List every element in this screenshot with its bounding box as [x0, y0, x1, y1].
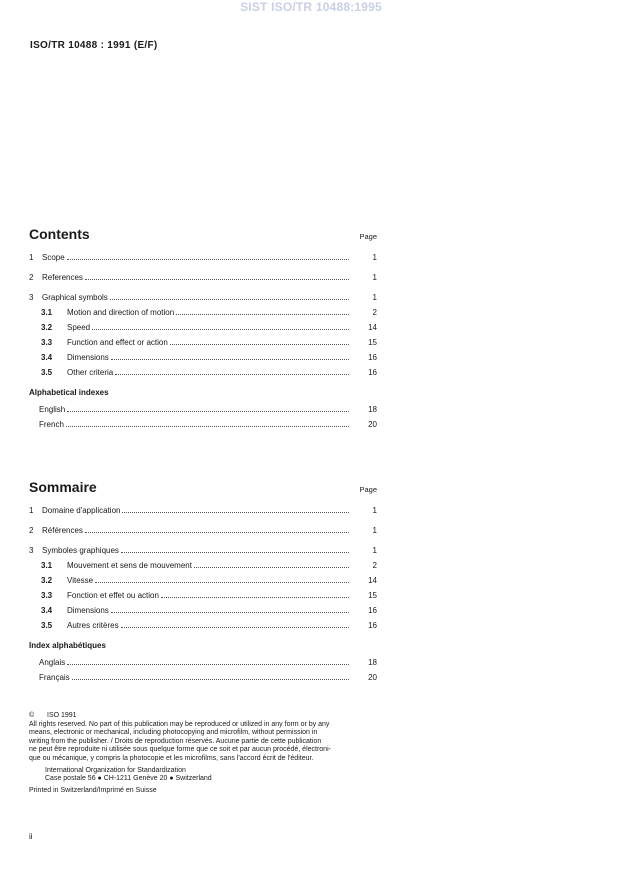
toc-subentry-page: 14 — [368, 576, 377, 585]
toc-entry-page: 1 — [372, 293, 377, 302]
toc-subentry-number: 3.4 — [41, 353, 53, 362]
toc-entry-label: Domaine d'application — [42, 506, 121, 515]
index-entry-label: English — [39, 405, 66, 414]
dot-leader — [72, 679, 349, 680]
toc-subentry-number: 3.3 — [41, 591, 53, 600]
toc-entry-label: Références — [42, 526, 83, 535]
dot-leader — [111, 612, 349, 613]
dot-leader — [115, 374, 349, 375]
index-entry-page: 20 — [368, 673, 377, 682]
dot-leader — [111, 359, 349, 360]
toc-subentry[interactable] — [29, 559, 377, 570]
toc-entry-page: 1 — [372, 546, 377, 555]
contents-section — [29, 226, 377, 429]
dot-leader — [67, 664, 349, 665]
index-entry-page: 18 — [368, 658, 377, 667]
rights-text: means, electronic or mechanical, including photocopying and microfilm, without permission in — [29, 729, 318, 737]
index-entry[interactable] — [29, 418, 377, 429]
toc-subentry-number: 3.1 — [41, 561, 53, 570]
toc-subentry-label: Other criteria — [67, 368, 114, 377]
index-entry-label: French — [39, 420, 64, 429]
toc-subentry-label: Speed — [67, 323, 91, 332]
rights-text: All rights reserved. No part of this publication may be reproduced or utilized in any form or by any — [29, 720, 330, 728]
rights-text: ne peut être reproduite ni utilisée sous quelque forme que ce soit et par aucun procédé, électroni- — [29, 746, 331, 754]
index-entry[interactable] — [29, 671, 377, 682]
toc-subentry-label: Mouvement et sens de mouvement — [67, 561, 192, 570]
toc-entry[interactable] — [29, 544, 377, 555]
toc-entry-label: Graphical symbols — [42, 293, 108, 302]
toc-subentry-page: 14 — [368, 323, 377, 332]
toc-subentry[interactable] — [29, 306, 377, 317]
toc-subentry-label: Fonction et effet ou action — [67, 591, 159, 600]
toc-subentry[interactable] — [29, 366, 377, 377]
toc-subentry-page: 2 — [372, 308, 377, 317]
toc-entry[interactable] — [29, 291, 377, 302]
contents-title: Contents — [29, 226, 90, 242]
toc-subentry-page: 2 — [372, 561, 377, 570]
toc-entry-label: Symboles graphiques — [42, 546, 119, 555]
contents-header — [29, 226, 377, 248]
toc-subentry-label: Function and effect or action — [67, 338, 168, 347]
dot-leader — [95, 582, 349, 583]
toc-entry-number: 2 — [29, 273, 34, 282]
dot-leader — [67, 411, 349, 412]
dot-leader — [110, 299, 349, 300]
index-entry[interactable] — [29, 403, 377, 414]
organization-name: International Organization for Standardization — [45, 766, 186, 774]
sommaire-section — [29, 479, 377, 682]
toc-subentry-number: 3.5 — [41, 368, 53, 377]
toc-subentry-label: Motion and direction of motion — [67, 308, 175, 317]
watermark: SIST ISO/TR 10488:1995 — [240, 0, 382, 14]
rights-text: writing from the publisher. / Droits de reproduction réservés. Aucune partie de cette publication — [29, 737, 322, 745]
sommaire-page-label: Page — [359, 485, 377, 494]
toc-entry[interactable] — [29, 271, 377, 282]
copyright-year: ISO 1991 — [47, 712, 77, 719]
page-number: ii — [29, 832, 33, 841]
toc-subentry-number: 3.5 — [41, 621, 53, 630]
toc-entry-page: 1 — [372, 506, 377, 515]
toc-subentry-label: Autres critères — [67, 621, 119, 630]
toc-subentry-page: 15 — [368, 591, 377, 600]
toc-entry-page: 1 — [372, 253, 377, 262]
document-id: ISO/TR 10488 : 1991 (E/F) — [30, 40, 158, 51]
dot-leader — [92, 329, 349, 330]
toc-entry-label: References — [42, 273, 83, 282]
index-entry-page: 18 — [368, 405, 377, 414]
index-entry-label: Anglais — [39, 658, 66, 667]
toc-subentry-label: Vitesse — [67, 576, 94, 585]
toc-subentry-number: 3.4 — [41, 606, 53, 615]
organization-address: Case postale 56 ● CH-1211 Genève 20 ● Switzerland — [45, 775, 212, 783]
dot-leader — [66, 426, 349, 427]
dot-leader — [121, 552, 349, 553]
copyright-symbol: © — [29, 712, 35, 719]
toc-subentry-page: 16 — [368, 368, 377, 377]
toc-entry[interactable] — [29, 524, 377, 535]
toc-subentry[interactable] — [29, 574, 377, 585]
toc-subentry[interactable] — [29, 589, 377, 600]
toc-entry-number: 3 — [29, 293, 34, 302]
index-heading: Alphabetical indexes — [29, 388, 109, 397]
toc-subentry-page: 16 — [368, 606, 377, 615]
index-entry-page: 20 — [368, 420, 377, 429]
index-heading: Index alphabétiques — [29, 641, 106, 650]
contents-page-label: Page — [359, 232, 377, 241]
copyright-notice — [29, 712, 379, 795]
dot-leader — [85, 279, 349, 280]
sommaire-header — [29, 479, 377, 501]
toc-entry-page: 1 — [372, 526, 377, 535]
rights-text: que ou mécanique, y compris la photocopie et les microfilms, sans l'accord écrit de l'éditeur. — [29, 754, 314, 762]
dot-leader — [122, 512, 349, 513]
dot-leader — [121, 627, 349, 628]
toc-entry-number: 1 — [29, 253, 34, 262]
toc-subentry[interactable] — [29, 604, 377, 615]
dot-leader — [67, 259, 349, 260]
toc-subentry-page: 16 — [368, 621, 377, 630]
toc-entry-number: 2 — [29, 526, 34, 535]
toc-subentry[interactable] — [29, 351, 377, 362]
dot-leader — [170, 344, 349, 345]
toc-subentry[interactable] — [29, 336, 377, 347]
sommaire-title: Sommaire — [29, 479, 97, 495]
toc-subentry-number: 3.3 — [41, 338, 53, 347]
toc-subentry[interactable] — [29, 619, 377, 630]
index-entry[interactable] — [29, 656, 377, 667]
toc-subentry-number: 3.2 — [41, 576, 53, 585]
toc-subentry-number: 3.2 — [41, 323, 53, 332]
toc-subentry-label: Dimensions — [67, 606, 109, 615]
toc-entry-number: 3 — [29, 546, 34, 555]
toc-subentry-label: Dimensions — [67, 353, 109, 362]
toc-subentry[interactable] — [29, 321, 377, 332]
dot-leader — [85, 532, 349, 533]
dot-leader — [161, 597, 349, 598]
dot-leader — [194, 567, 349, 568]
toc-entry[interactable] — [29, 504, 377, 515]
toc-entry-number: 1 — [29, 506, 34, 515]
toc-subentry-number: 3.1 — [41, 308, 53, 317]
toc-subentry-page: 15 — [368, 338, 377, 347]
dot-leader — [176, 314, 349, 315]
toc-entry[interactable] — [29, 251, 377, 262]
index-entry-label: Français — [39, 673, 70, 682]
printed-in: Printed in Switzerland/Imprimé en Suisse — [29, 786, 157, 794]
toc-entry-label: Scope — [42, 253, 65, 262]
copyright-line — [29, 712, 379, 721]
toc-entry-page: 1 — [372, 273, 377, 282]
toc-subentry-page: 16 — [368, 353, 377, 362]
